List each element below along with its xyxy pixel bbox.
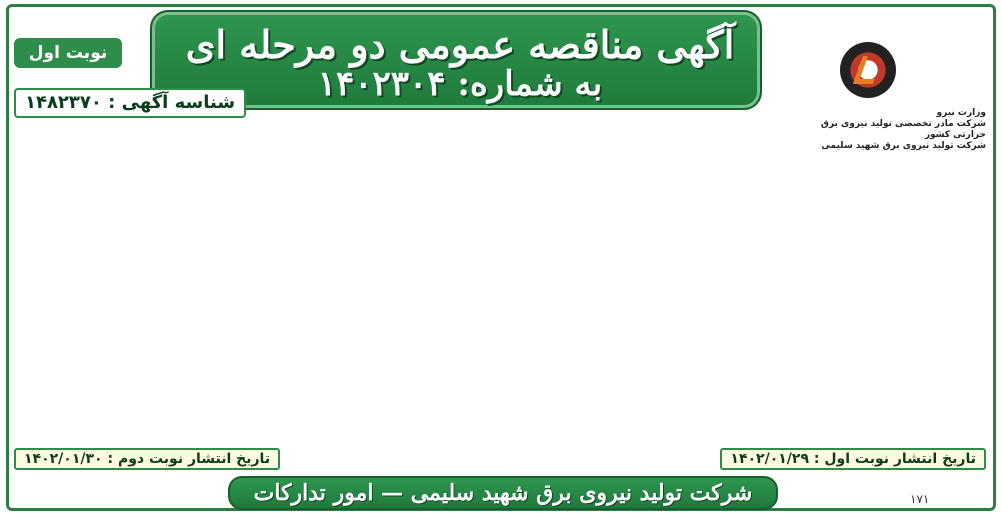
tender-number: ۱۴۰۲۳۰۴	[317, 64, 446, 104]
turn-badge: نوبت اول	[14, 38, 122, 68]
footer-title: شرکت تولید نیروی برق شهید سلیمی — امور تدارکات	[253, 480, 753, 506]
parent-company-name: شرکت مادر تخصصی تولید نیروی برق حرارتی کشور	[820, 119, 986, 140]
page-number: ۱۷۱	[910, 492, 930, 506]
organization-block	[800, 108, 986, 152]
company-name: شرکت تولید نیروی برق شهید سلیمی	[821, 141, 986, 151]
logo-mark-icon	[853, 56, 883, 84]
ad-id-badge: شناسه آگهی : ۱۴۸۲۳۷۰	[14, 88, 246, 118]
page-title: آگهی مناقصه عمومی دو مرحله ای	[185, 22, 735, 67]
ministry-name: وزارت نیرو	[936, 108, 986, 118]
first-publication-date: تاریخ انتشار نوبت اول : ۱۴۰۲/۰۱/۲۹	[720, 448, 986, 470]
publication-dates	[10, 446, 990, 472]
tender-number-prefix: به شماره:	[457, 64, 603, 104]
second-publication-date: تاریخ انتشار نوبت دوم : ۱۴۰۲/۰۱/۳۰	[14, 448, 280, 470]
company-logo	[840, 42, 896, 98]
tender-number-line	[180, 64, 740, 104]
